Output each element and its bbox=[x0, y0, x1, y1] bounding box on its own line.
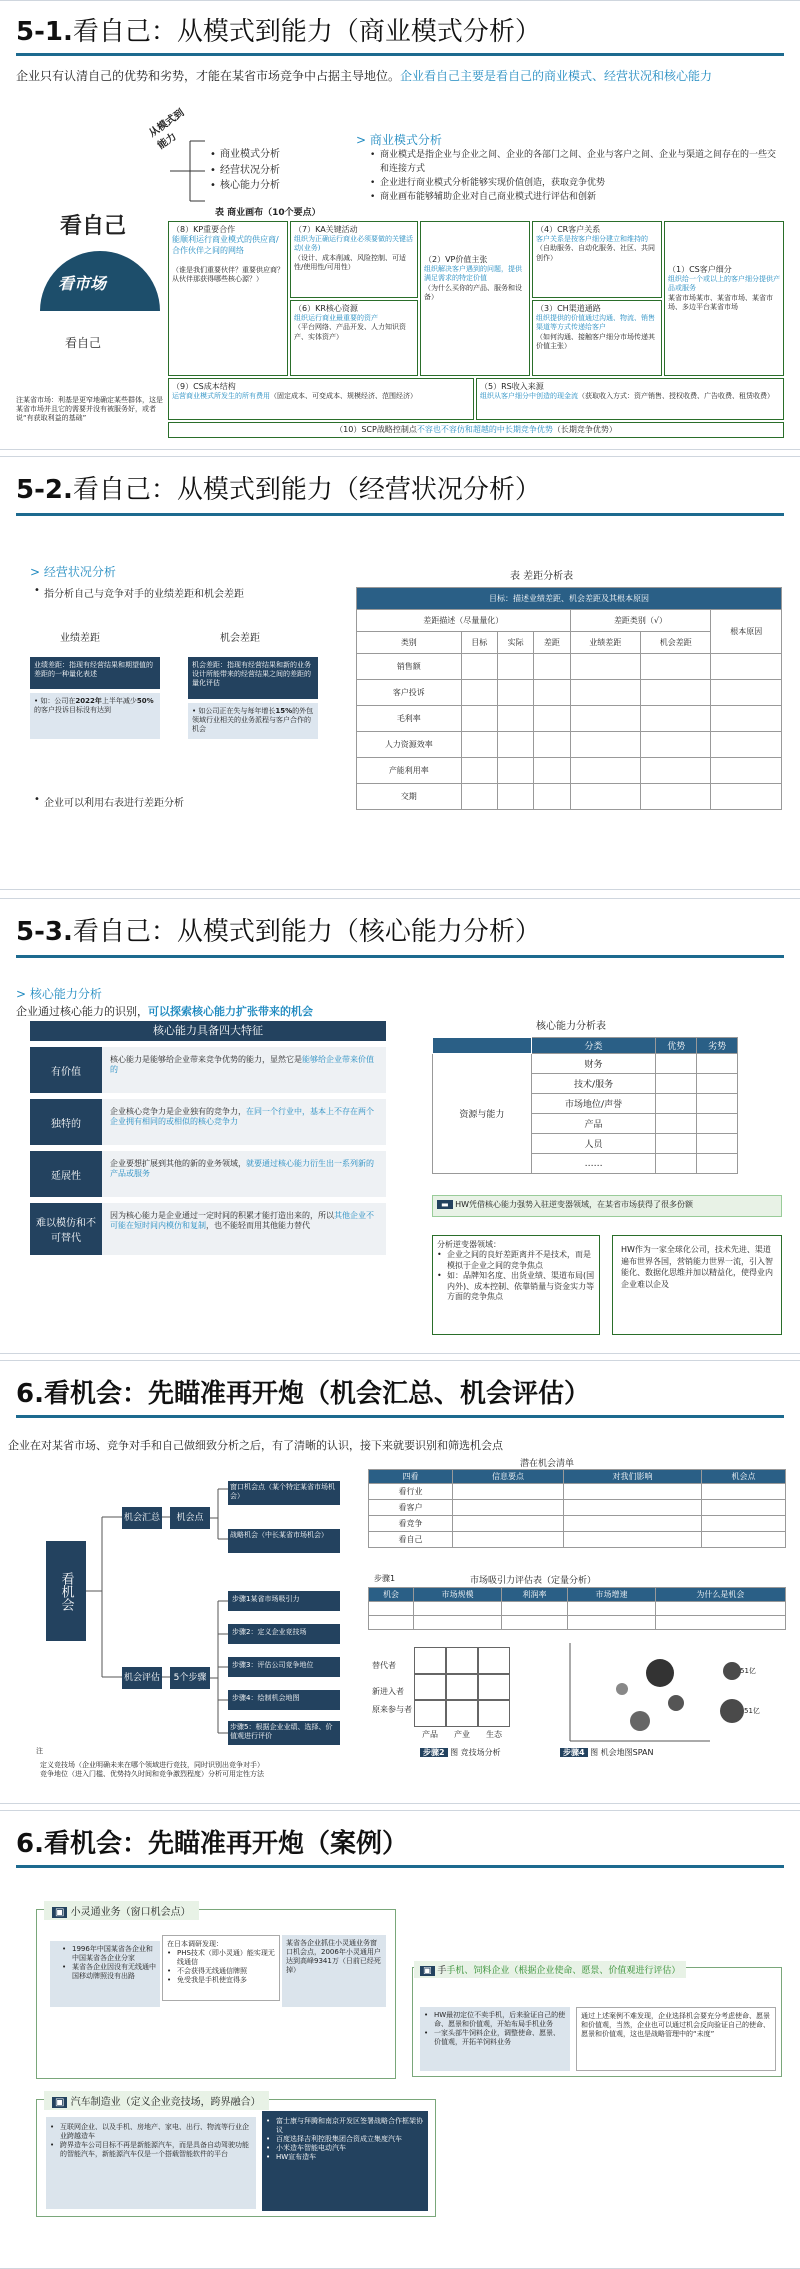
bullet: • 商业模式是指企业与企业之间、企业的各部门之间、企业与客户之间、企业与渠道之间存在的一些交和连接方式 bbox=[370, 149, 780, 177]
step-item: 步骤3：评估公司竞争地位 bbox=[228, 1657, 340, 1677]
case1-mid: 在日本调研发现： • PHS技术（即小灵通）能实现无线通信 • 不会获得无线通信牌照 • 免受我是手机使宜得多 bbox=[162, 1935, 280, 2001]
notes: 定义竞技场（企业明确未来在哪个领域进行竞技，同时识别出竞争对手） 竞争地位（进入门槛、优势持久时间和竞争激烈程度）分析可用定性方法 bbox=[40, 1761, 264, 1779]
list-item: • 核心能力分析 bbox=[210, 178, 280, 194]
slide-operation-status bbox=[0, 456, 800, 890]
table-row: 产能利用率 bbox=[357, 758, 462, 784]
hw-bar: ▬ HW凭借核心能力强势入驻逆变器领域，在某省市场获得了很多份额 bbox=[432, 1195, 782, 1217]
slide-title: 5-2.看自己：从模式到能力（经营状况分析） bbox=[16, 475, 541, 505]
analysis-list bbox=[210, 147, 280, 194]
list-item: • 经营状况分析 bbox=[210, 163, 280, 179]
feature-row: 延展性 企业要想扩展到其他的新的业务领域，就要通过核心能力衍生出一系列新的产品或服务 bbox=[30, 1151, 386, 1197]
table-group: 资源与能力 bbox=[433, 1054, 532, 1174]
node-strategic: 战略机会（中长某省市场机会） bbox=[228, 1529, 340, 1553]
table-row: 客户投诉 bbox=[357, 680, 462, 706]
opportunity-gap-example: • 如公司正在失与每年增长15%的外包领域行业相关的业务派程与客户合作的机会 bbox=[188, 703, 318, 739]
case2-right: 通过上述案例不难发现，企业选择机会要充分考虑使命、愿景和价值观，当然，企业也可以通过机会反向验证自己的使命、愿景和价值观，这也是战略管理中的“未度” bbox=[576, 2007, 776, 2071]
title-rule bbox=[16, 1865, 784, 1868]
arena-rows: 替代者 新进入者 原来参与者 bbox=[372, 1661, 412, 1714]
label-opportunity-gap: 机会差距 bbox=[220, 633, 260, 644]
step2-caption: 步骤2 图 竞技场分析 bbox=[420, 1747, 501, 1758]
diagram-bracket bbox=[170, 136, 210, 206]
case2-left: • HW最初定位不卖手机，后来验证自己的使命、愿景和价值观，开始布局手机业务 • 一家头部牛饲料企业，调整使命、愿景、价值观，开拓羊饲料业务 bbox=[420, 2007, 570, 2071]
node-evaluate: 机会评估 bbox=[122, 1667, 162, 1689]
eval-title: 市场吸引力评估表（定量分析） bbox=[470, 1576, 597, 1586]
note-title: 注 bbox=[36, 1747, 43, 1755]
bullet: • 指分析自己与竞争对手的业绩差距和机会差距 bbox=[34, 585, 800, 600]
label-performance-gap: 业绩差距 bbox=[60, 633, 100, 644]
table-header: 差距描述（尽量量化） bbox=[357, 610, 571, 632]
analysis-box: 分析逆变器领域： • 企业之间的良好差距离并不是技术，而是模拟于企业之间的竞争焦点 • 如：品牌知名度、出货业绩、渠道布局(国内外)、成本控制、依靠销量与资金实力等方面的竞争焦点 bbox=[432, 1235, 600, 1335]
title-rule bbox=[16, 1415, 784, 1418]
section-head: > 核心能力分析 bbox=[16, 987, 102, 1001]
step1-label: 步骤1 bbox=[374, 1574, 396, 1583]
canvas-ka: （7）KA关键活动 组织为正确运行商业必须要做的关键活动(业务) （设计、成本削减、风险控制、可适性/使用性/可用性） bbox=[290, 221, 418, 298]
gap-table: 目标：描述业绩差距、机会差距及其根本原因 差距描述（尽量量化） 差距类别（√） 根本原因 类别 目标 实际 差距 业绩差距 机会差距 销售额 客户投诉 毛利率 人力资源效率 产能利用率 交期 bbox=[356, 587, 782, 810]
capability-table: 分类 优势 劣势 资源与能力 财务 技术/服务 市场地位/声誉 产品 人员 …… bbox=[432, 1037, 738, 1174]
canvas-kp: （8）KP重要合作 能顺利运行商业模式的供应商/合作伙伴之间的网络 （谁是我们重要伙伴？重要供应商？从伙伴那获得哪些核心源？） bbox=[168, 221, 288, 376]
step-item: 步骤4：绘制机会地图 bbox=[228, 1690, 340, 1710]
bullets bbox=[370, 149, 780, 205]
canvas-ch: （3）CH渠道通路 组织提供的价值通过沟通、物流、销售渠道等方式传递给客户 （如何沟通、接触客户细分市场传递其价值主张） bbox=[532, 300, 662, 376]
canvas-title: 表 商业画布（10个要点） bbox=[215, 208, 321, 218]
slide-title: 5-1.看自己：从模式到能力（商业模式分析） bbox=[16, 17, 541, 47]
opportunity-gap-def: 机会差距：指现有经营结果和新的业务设计所能带来的经营结果之间的差距的量化评估 bbox=[188, 657, 318, 699]
intro-text: 企业通过核心能力的识别，可以探索核心能力扩张带来的机会 bbox=[16, 1005, 313, 1018]
case1-right: 某省各企业抓住小灵通业务窗口机会点，2006年小灵通用户达到高峰9341万（日前已经死掉） bbox=[282, 1935, 386, 2007]
list-item: • 商业模式分析 bbox=[210, 147, 280, 163]
canvas-cs: （1）CS客户细分 组织给一个或以上的客户细分提供产品或服务 某省市场某市、某省市场、某省市场、多边平台某省市场 bbox=[664, 221, 784, 376]
table-row: 毛利率 bbox=[357, 706, 462, 732]
slide-opportunity bbox=[0, 1360, 800, 1804]
table-row: 销售额 bbox=[357, 654, 462, 680]
potential-table: 四看 信息要点 对我们影响 机会点 看行业 看客户 看竞争 看自己 bbox=[368, 1469, 786, 1548]
arena-cols: 产品 产业 生态 bbox=[422, 1730, 502, 1739]
case-title: ▣ 小灵通业务（窗口机会点） bbox=[44, 1901, 199, 1920]
table-goal: 目标：描述业绩差距、机会差距及其根本原因 bbox=[357, 588, 782, 610]
feature-list bbox=[30, 1047, 386, 1255]
intro-text: 企业在对某省市场、竞争对手和自己做细致分析之后，有了清晰的认识，接下来就要识别和筛选机会点 bbox=[8, 1439, 503, 1452]
diagram-label: 从模式到能力 bbox=[147, 107, 187, 152]
node-points: 机会点 bbox=[170, 1507, 210, 1529]
canvas-scp: （10）SCP战略控制点不容也不容仿和超越的中长期竞争优势（长期竞争优势） bbox=[168, 422, 784, 438]
performance-gap-example: • 如：公司在2022年上半年减少50%的客户投诉目标没有达到 bbox=[30, 693, 160, 739]
slide-cases bbox=[0, 1810, 800, 2269]
section-head: > 经营状况分析 bbox=[30, 565, 116, 579]
diagram-small-label: 看自己 bbox=[65, 336, 102, 350]
case1-left: • 1996年中国某省各企业和中国某省各企业分家 • 某省各企业因没有无线通中国移动牌照没有出路 bbox=[50, 1941, 160, 2007]
feature-row: 难以模仿和不可替代 因为核心能力是企业通过一定时间的积累才能打造出来的，所以其他企业不可能在短时间内模仿和复制，也不能轻而用其他能力替代 bbox=[30, 1203, 386, 1255]
step-item: 步骤5：根据企业业绩、选择、价值观进行评价 bbox=[228, 1721, 340, 1745]
title-rule bbox=[16, 513, 784, 516]
diagram-arc-label: 看市场 bbox=[58, 274, 107, 293]
table-header: 根本原因 bbox=[711, 610, 782, 654]
slide-title: 6.看机会：先瞄准再开炮（机会汇总、机会评估） bbox=[16, 1379, 590, 1409]
case-title: ▣ 手手机、饲料企业（根据企业使命、愿景、价值观进行评估） bbox=[414, 1961, 686, 1978]
eval-table: 机会 市场规模 利润率 市场增速 为什么是机会 bbox=[368, 1587, 786, 1630]
table-row: 人力资源效率 bbox=[357, 732, 462, 758]
title-rule bbox=[16, 53, 784, 56]
slide-core-capability bbox=[0, 898, 800, 1354]
bubble-label: 51亿 bbox=[740, 1667, 756, 1675]
section-head: > 商业模式分析 bbox=[356, 133, 442, 147]
canvas-kr: （6）KR核心资源 组织运行商业最重要的资产 （平台网络、产品开发、人力知识资产、实体资产） bbox=[290, 300, 418, 376]
mindmap-root: 看机会 bbox=[46, 1541, 86, 1641]
bubble-label: 51亿 bbox=[744, 1707, 760, 1715]
case3-right: • 富士康与拜腾和南京开发区签署战略合作框架协议 • 百度选择吉利控股集团合资成立集度汽车 • 小米造车智能电动汽车 • HW宣布造车 bbox=[262, 2111, 428, 2211]
title-rule bbox=[16, 955, 784, 958]
bullet: • 商业画布能够辅助企业对自己商业模式进行评估和创新 bbox=[370, 191, 780, 205]
footnote: 注某省市场：利基是更窄地确定某些群体，这是某省市场并且它的需要并没有被服务好，或者说“有获取利益的基础” bbox=[16, 396, 163, 423]
table-title: 表 差距分析表 bbox=[510, 571, 574, 582]
feature-title: 核心能力具备四大特征 bbox=[30, 1021, 386, 1041]
slide-title: 6.看机会：先瞄准再开炮（案例） bbox=[16, 1829, 408, 1859]
slide-title: 5-3.看自己：从模式到能力（核心能力分析） bbox=[16, 917, 541, 947]
node-steps: 5个步骤 bbox=[170, 1667, 210, 1689]
hw-box: HW作为一家全球化公司，技术先进、渠道遍布世界各国，营销能力世界一流，引入智能化、数据化思维并加以精益化，使得业内企业难以企及 bbox=[612, 1235, 782, 1335]
bullet: • 企业可以利用右表进行差距分析 bbox=[34, 794, 800, 809]
diagram-big-label: 看自己 bbox=[60, 214, 127, 239]
bullet: • 企业进行商业模式分析能够实现价值创造，获取竞争优势 bbox=[370, 177, 780, 191]
intro-text: 企业只有认清自己的优势和劣势，才能在某省市场竞争中占据主导地位。企业看自己主要是看自己的商业模式、经营状况和核心能力 bbox=[16, 69, 713, 83]
step-item: 步骤2：定义企业竞技场 bbox=[228, 1624, 340, 1644]
slide-business-model bbox=[0, 0, 800, 450]
canvas-cr: （4）CR客户关系 客户关系是按客户细分建立和维持的 （自助服务、自动化服务、社区、共同创作） bbox=[532, 221, 662, 298]
opportunity-map bbox=[560, 1641, 780, 1745]
step4-caption: 步骤4 图 机会地图SPAN bbox=[560, 1747, 654, 1758]
table-title: 核心能力分析表 bbox=[536, 1021, 606, 1032]
canvas-cost: （9）CS成本结构 运营商业模式所发生的所有费用（固定成本、可变成本、规模经济、范围经济） bbox=[168, 378, 474, 420]
case-title: ▣ 汽车制造业（定义企业竞技场，跨界融合） bbox=[44, 2091, 269, 2110]
mindmap-lines-2 bbox=[210, 1481, 228, 1741]
table-row: 交期 bbox=[357, 784, 462, 810]
arena-grid bbox=[414, 1647, 510, 1727]
node-window: 窗口机会点（某个特定某省市场机会） bbox=[228, 1481, 340, 1505]
canvas-vp: （2）VP价值主张 组织解决客户遇到的问题，提供满足需求的特定价值 （为什么买你的产品、服务和设备） bbox=[420, 221, 530, 376]
performance-gap-def: 业绩差距：指现有经营结果和期望值的差距的一种量化表述 bbox=[30, 657, 160, 689]
case3-left: • 互联网企业、以及手机、房地产、家电、出行、物流等行业企业跨越造车 • 跨界造车公司目标不再是新能源汽车，而是具备自动驾驶功能的智能汽车，新能源汽车仅是一个搭载智能软件的平台 bbox=[46, 2117, 256, 2209]
table-header: 差距类别（√） bbox=[570, 610, 711, 632]
step-item: 步骤1某省市场吸引力 bbox=[228, 1591, 340, 1611]
feature-row: 有价值 核心能力是能够给企业带来竞争优势的能力，显然它是能够给企业带来价值的 bbox=[30, 1047, 386, 1093]
node-summary: 机会汇总 bbox=[122, 1507, 162, 1529]
list-title: 潜在机会清单 bbox=[520, 1459, 575, 1469]
feature-row: 独特的 企业核心竞争力是企业独有的竞争力，在同一个行业中，基本上不存在两个企业拥有相同的或相似的核心竞争力 bbox=[30, 1099, 386, 1145]
canvas-revenue: （5）RS收入来源 组织从客户细分中创造的现金流（获取收入方式：资产销售、授权收费、广告收费、租赁收费） bbox=[476, 378, 784, 420]
